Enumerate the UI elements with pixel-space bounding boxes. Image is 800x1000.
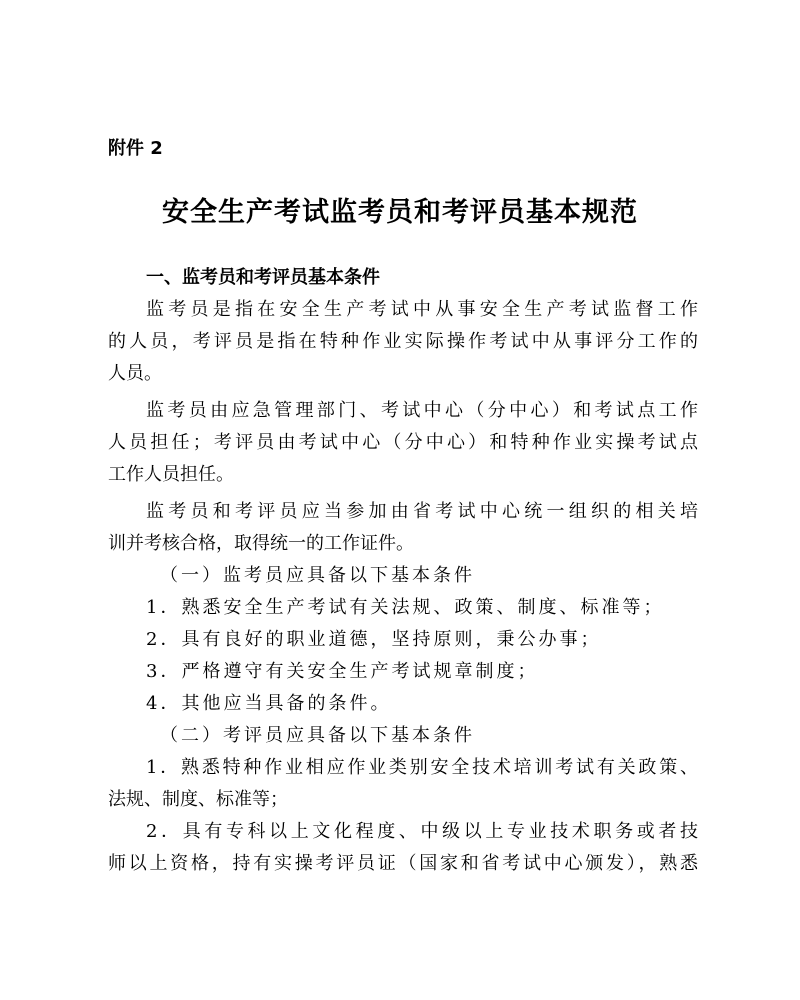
list-item: 4．其他应当具备的条件。 [146, 693, 392, 714]
document-body [108, 262, 698, 880]
list-item: 3．严格遵守有关安全生产考试规章制度； [146, 661, 539, 682]
paragraph-line: 人员。 [108, 363, 162, 384]
list-item: 1．熟悉特种作业相应作业类别安全技术培训考试有关政策、 [146, 757, 698, 778]
list-item-continuation: 法规、制度、标准等； [108, 789, 288, 810]
document-title: 安全生产考试监考员和考评员基本规范 [162, 197, 638, 228]
paragraph-line: 监考员和考评员应当参加由省考试中心统一组织的相关培 [146, 501, 698, 522]
list-item-continuation: 师以上资格，持有实操考评员证（国家和省考试中心颁发），熟悉 [108, 853, 698, 874]
subsection-heading-monitor: （一）监考员应具备以下基本条件 [160, 565, 475, 586]
subsection-heading-evaluator: （二）考评员应具备以下基本条件 [160, 725, 475, 746]
paragraph-line: 训并考核合格，取得统一的工作证件。 [108, 533, 414, 554]
evaluator-requirements-list [108, 752, 698, 880]
paragraph-training [108, 496, 698, 560]
paragraph-line: 工作人员担任。 [108, 464, 234, 485]
paragraph-line: 的人员，考评员是指在特种作业实际操作考试中从事评分工作的 [108, 331, 698, 352]
paragraph-line: 人员担任；考评员由考试中心（分中心）和特种作业实操考试点 [108, 432, 698, 453]
section-heading: 一、监考员和考评员基本条件 [146, 267, 380, 288]
paragraph-staffing [108, 395, 698, 491]
attachment-label: 附件 2 [108, 138, 163, 159]
list-item: 2．具有良好的职业道德，坚持原则，秉公办事； [146, 629, 602, 650]
list-item: 1．熟悉安全生产考试有关法规、政策、制度、标准等； [146, 597, 665, 618]
paragraph-line: 监考员由应急管理部门、考试中心（分中心）和考试点工作 [146, 400, 698, 421]
paragraph-line: 监考员是指在安全生产考试中从事安全生产考试监督工作 [146, 299, 698, 320]
list-item: 2．具有专科以上文化程度、中级以上专业技术职务或者技 [146, 821, 698, 842]
paragraph-monitor-definition [108, 294, 698, 390]
monitor-requirements-list [108, 592, 698, 720]
